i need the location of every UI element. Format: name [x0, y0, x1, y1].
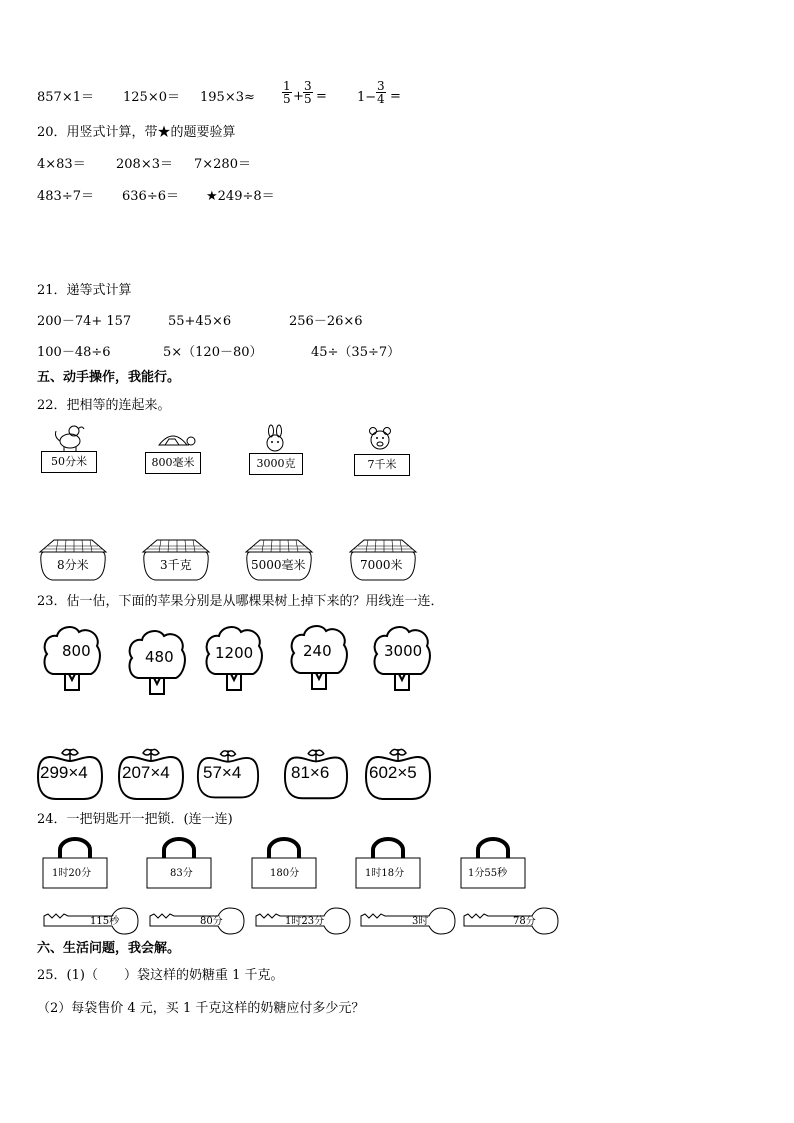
equals-sign: = [390, 89, 401, 104]
tree-label: 800 [62, 642, 91, 660]
key-label: 78分 [513, 916, 536, 927]
q20-item: 208×3＝ [116, 157, 173, 172]
q20-item: 636÷6＝ [122, 189, 179, 204]
apple-label: 57×4 [203, 763, 242, 782]
tree-label: 240 [303, 642, 332, 660]
animal-card-label: 50分米 [41, 451, 97, 473]
fraction-3-4: $\frac{3}{4}$ [377, 79, 385, 106]
q21-item: 45÷（35÷7） [311, 345, 401, 360]
q20-title: 20．用竖式计算，带★的题要验算 [37, 125, 236, 140]
plus-sign: + [293, 89, 304, 104]
q22-title: 22．把相等的连起来。 [37, 398, 171, 413]
q20-item: 4×83＝ [37, 157, 86, 172]
lock-label: 1时20分 [52, 868, 92, 879]
lock-icon [146, 838, 212, 890]
one-minus: 1− [357, 90, 377, 105]
q21-item: 200－74+ 157 [37, 314, 132, 329]
rabbit-icon [261, 425, 289, 453]
apple-label: 207×4 [122, 763, 170, 782]
key-icon [359, 906, 459, 936]
tree-label: 1200 [215, 644, 254, 662]
turtle-icon [153, 429, 197, 449]
section-6-heading: 六、生活问题，我会解。 [37, 941, 181, 956]
apple-label: 602×5 [369, 763, 417, 782]
animal-card-label: 800毫米 [145, 452, 201, 474]
expr-125x0: 125×0＝ [123, 90, 180, 105]
fraction-1-5: $\frac{1}{5}$ [283, 79, 291, 106]
q21-item: 256－26×6 [289, 314, 363, 329]
key-label: 80分 [200, 916, 223, 927]
lock-icon [355, 838, 421, 890]
bear-icon [366, 425, 394, 453]
house-label: 5000毫米 [251, 558, 306, 572]
q20-item: ★249÷8＝ [206, 189, 275, 204]
q21-item: 55+45×6 [168, 314, 232, 329]
q25-part2: （2）每袋售价 4 元，买 1 千克这样的奶糖应付多少元？ [37, 1001, 365, 1016]
lock-icon [460, 838, 526, 890]
key-label: 1时23分 [285, 916, 325, 927]
q20-item: 7×280＝ [194, 157, 251, 172]
q23-title: 23．估一估，下面的苹果分别是从哪棵果树上掉下来的？用线连一连． [37, 594, 444, 609]
animal-card-label: 7千米 [354, 454, 410, 476]
q25-part1: 25．(1)（ ）袋这样的奶糖重 1 千克。 [37, 968, 284, 983]
house-label: 7000米 [360, 558, 403, 572]
lock-label: 1时18分 [365, 868, 405, 879]
q21-title: 21．递等式计算 [37, 283, 132, 298]
key-icon [462, 906, 562, 936]
q24-title: 24．一把钥匙开一把锁．(连一连) [37, 812, 233, 827]
key-icon [148, 906, 248, 936]
section-5-heading: 五、动手操作，我能行。 [37, 370, 181, 385]
tree-label: 3000 [384, 642, 423, 660]
key-label: 115秒 [90, 916, 120, 927]
house-label: 3千克 [160, 558, 192, 572]
q21-item: 100－48÷6 [37, 345, 111, 360]
lock-icon [42, 838, 108, 890]
equals-sign: = [316, 89, 327, 104]
apple-label: 81×6 [291, 763, 330, 782]
lock-label: 1分55秒 [468, 868, 508, 879]
apple-label: 299×4 [40, 763, 88, 782]
q21-item: 5×（120－80） [163, 345, 263, 360]
lock-label: 180分 [270, 868, 300, 879]
house-label: 8分米 [57, 558, 89, 572]
lock-icon [251, 838, 317, 890]
key-label: 3时 [412, 916, 429, 927]
fraction-3-5: $\frac{3}{5}$ [304, 79, 312, 106]
lock-label: 83分 [170, 868, 193, 879]
dog-icon [50, 423, 90, 451]
animal-card-label: 3000克 [249, 453, 303, 475]
q20-item: 483÷7＝ [37, 189, 94, 204]
expr-857x1: 857×1＝ [37, 90, 94, 105]
expr-195x3: 195×3≈ [200, 90, 255, 105]
tree-label: 480 [145, 648, 174, 666]
